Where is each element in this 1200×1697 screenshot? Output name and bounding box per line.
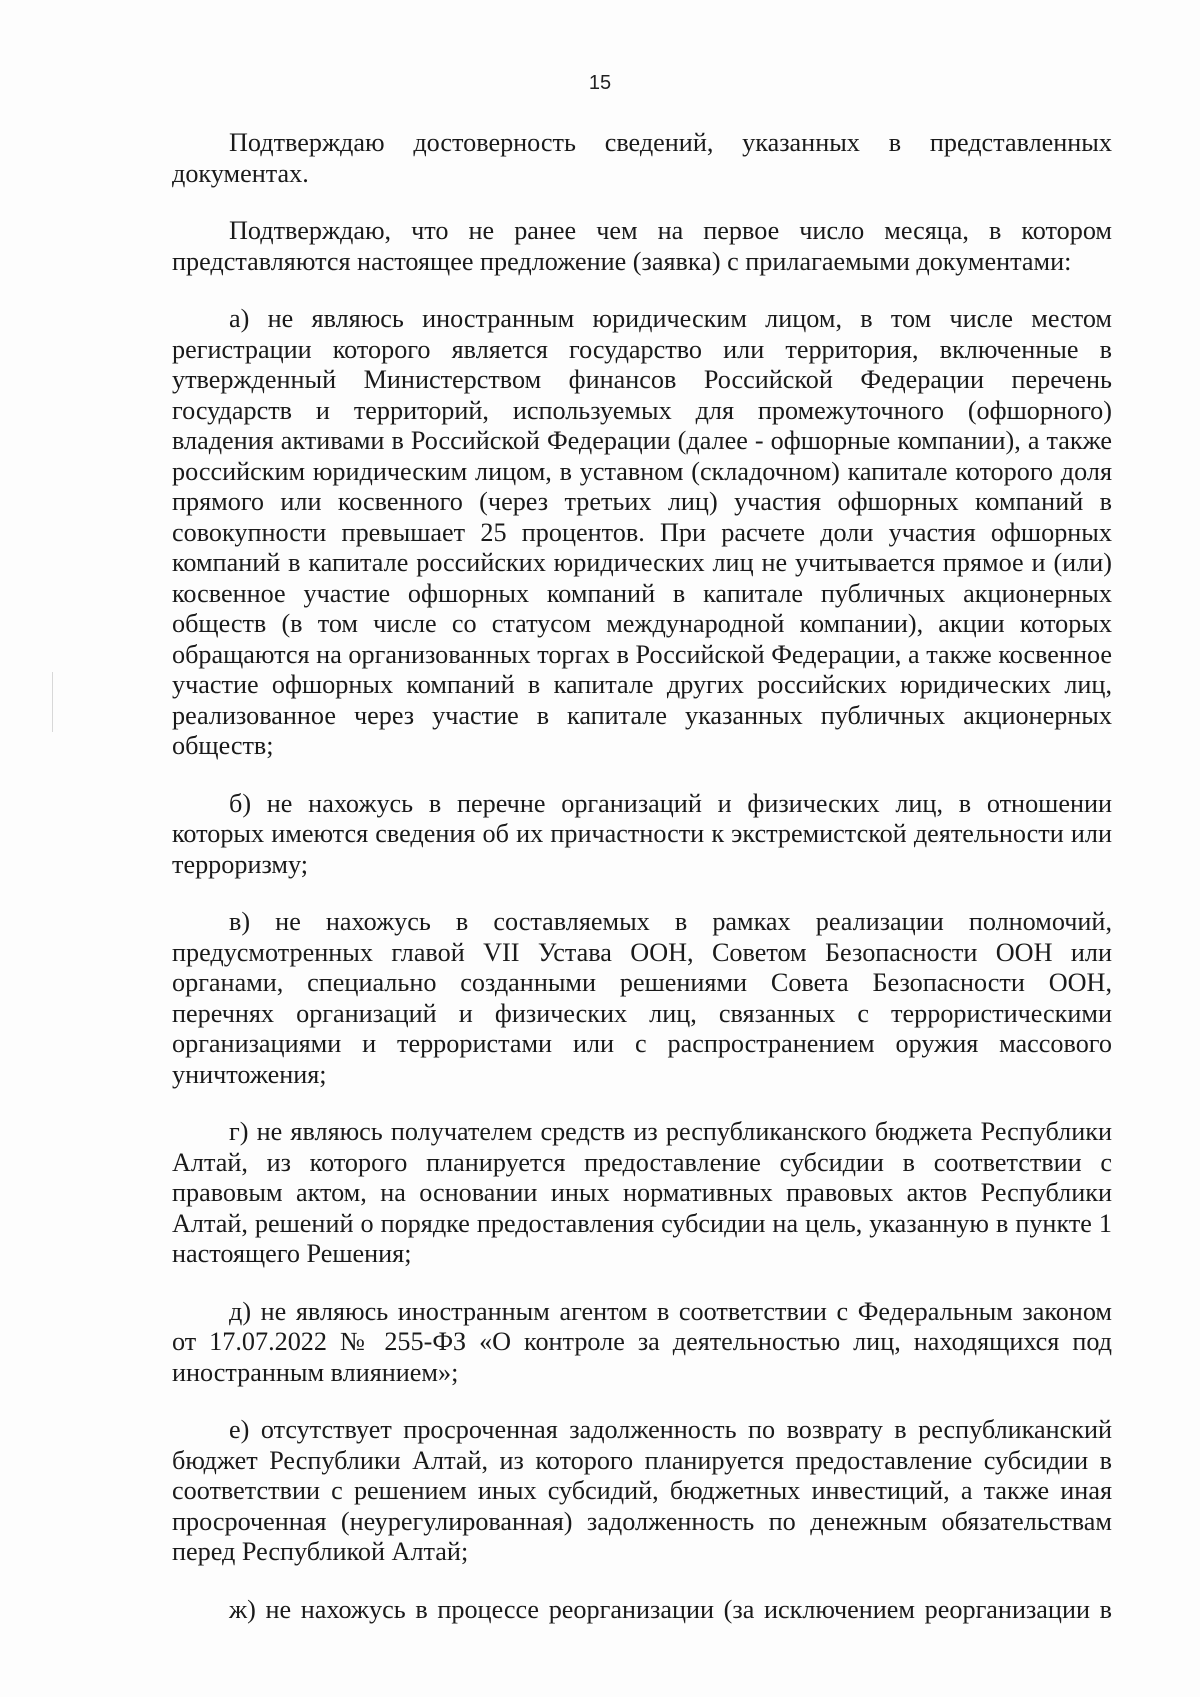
paragraph-item-zh: ж) не нахожусь в процессе реорганизации (за исключением реорганизации в (229, 1594, 1112, 1624)
scan-artifact (52, 672, 53, 732)
page-number: 15 (588, 72, 612, 94)
paragraph-item-b: б) не нахожусь в перечне организаций и физических лиц, в отношении которых имеются сведения об их причастности к экстремистской деятельности или терроризму; (172, 788, 1112, 879)
paragraph-confirm-accuracy: Подтверждаю достоверность сведений, указанных в представленных документах. (172, 128, 1112, 188)
paragraph-item-v: в) не нахожусь в составляемых в рамках реализации полномочий, предусмотренных главой VII Устава ООН, Советом Безопасности ООН или органами, специально созданными решениями Совета Безопасности ООН, перечнях организаций и физических лиц, связанных с террористическими организациями и террористами или с распространением оружия массового уничтожения; (172, 907, 1112, 1089)
paragraph-item-e: е) отсутствует просроченная задолженность по возврату в республиканский бюджет Республики Алтай, из которого планируется предоставление субсидии в соответствии с решением иных субсидий, бюджетных инвестиций, а также иная просроченная (неурегулированная) задолженность по денежным обязательствам перед Республикой Алтай; (172, 1415, 1112, 1566)
paragraph-item-d: д) не являюсь иностранным агентом в соответствии с Федеральным законом от 17.07.2022 № 255-ФЗ «О контроле за деятельностью лиц, находящихся под иностранным влиянием»; (172, 1296, 1112, 1387)
paragraph-item-a: а) не являюсь иностранным юридическим лицом, в том числе местом регистрации которого является государство или территория, включенные в утвержденный Министерством финансов Российской Федерации перечень государств и территорий, используемых для промежуточного (офшорного) владения активами в Российской Федерации (далее - офшорные компании), а также российским юридическим лицом, в уставном (складочном) капитале которого доля прямого или косвенного (через третьих лиц) участия офшорных компаний в совокупности превышает 25 процентов. При расчете доли участия офшорных компаний в капитале российских юридических лиц не учитывается прямое и (или) косвенное участие офшорных компаний в капитале публичных акционерных обществ (в том числе со статусом международной компании), акции которых обращаются на организованных торгах в Российской Федерации, а также косвенное участие офшорных компаний в капитале других российских юридических лиц, реализованное через участие в капитале указанных публичных акционерных обществ; (172, 304, 1112, 760)
document-body (172, 128, 1112, 1625)
paragraph-confirm-intro: Подтверждаю, что не ранее чем на первое число месяца, в котором представляются настоящее предложение (заявка) с прилагаемыми документами: (172, 216, 1112, 276)
paragraph-item-g: г) не являюсь получателем средств из республиканского бюджета Республики Алтай, из которого планируется предоставление субсидии в соответствии с правовым актом, на основании иных нормативных правовых актов Республики Алтай, решений о порядке предоставления субсидии на цель, указанную в пункте 1 настоящего Решения; (172, 1117, 1112, 1268)
